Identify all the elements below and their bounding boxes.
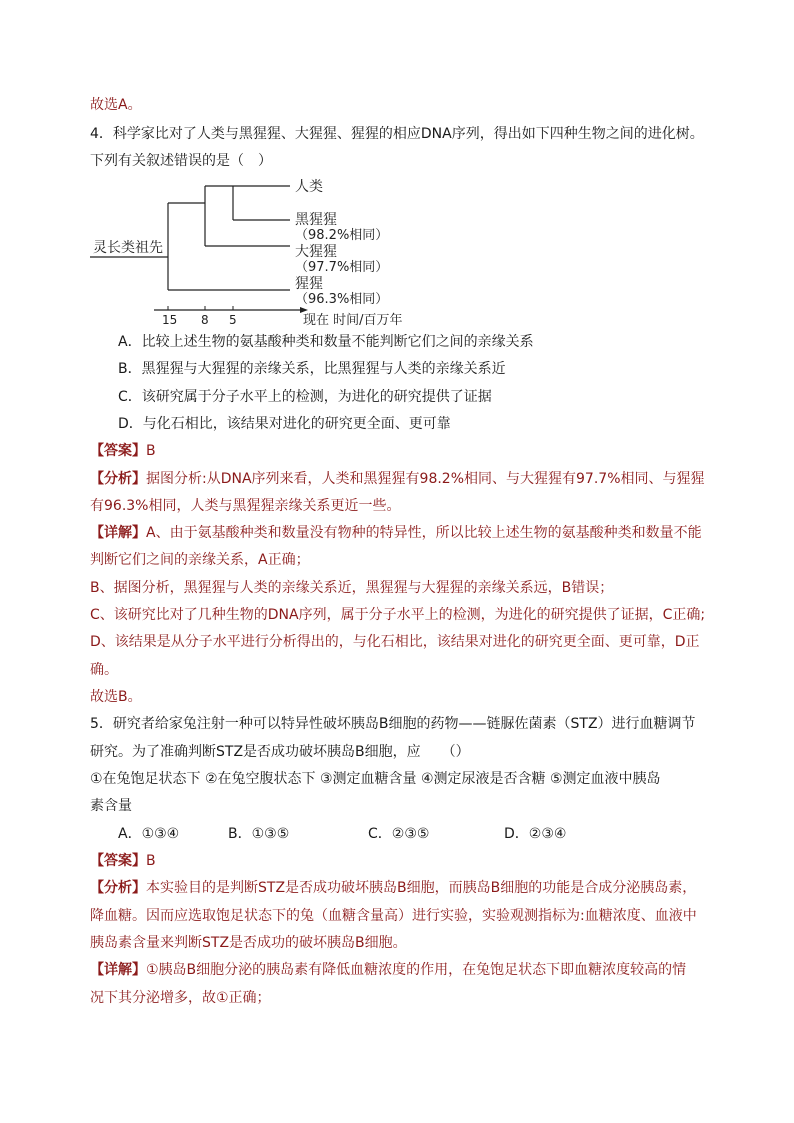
detail-4-line-1: 【详解】A、由于氨基酸种类和数量没有物种的特异性，所以比较上述生物的氨基酸种类和数量不能: [90, 525, 702, 541]
question-4-stem-cont: 下列有关叙述错误的是（ ）: [90, 153, 272, 169]
analysis-tag: 【分析】: [90, 880, 146, 896]
answer-4: [90, 441, 156, 461]
question-5-stem-cont: 研究。为了准确判断STZ是否成功破坏胰岛B细胞，应 （）: [90, 744, 470, 760]
option-d: D．与化石相比，该结果对进化的研究更全面、更可靠: [118, 416, 451, 432]
option-c: C．②③⑤: [368, 826, 430, 842]
detail-4-line-2: 判断它们之间的亲缘关系，A正确；: [90, 552, 310, 568]
analysis-4-line-1: 【分析】据图分析:从DNA序列来看，人类和黑猩猩有98.2%相同、与大猩猩有97.7%相同、与猩猩: [90, 471, 705, 487]
tree-root-label: 灵长类祖先: [93, 240, 163, 256]
analysis-tag: 【分析】: [90, 471, 146, 487]
tree-label-gorilla-pct: （97.7%相同）: [295, 260, 389, 275]
detail-tag: 【详解】: [90, 525, 146, 541]
axis-tick-label: 5: [229, 313, 237, 326]
axis-label: 现在 时间/百万年: [303, 313, 403, 326]
tree-label-gorilla: 大猩猩: [295, 244, 337, 260]
answer-value: B: [146, 853, 156, 869]
detail-tag: 【详解】: [90, 962, 146, 978]
tree-label-chimp: 黑猩猩: [295, 212, 337, 228]
analysis-5-line-2: 降血糖。因而应选取饱足状态下的兔（血糖含量高）进行实验，实验观测指标为:血糖浓度、血液中: [90, 908, 697, 924]
option-b: B．①③⑤: [228, 826, 290, 842]
detail-4-line-3: B、据图分析，黑猩猩与人类的亲缘关系近，黑猩猩与大猩猩的亲缘关系远，B错误；: [90, 580, 614, 596]
analysis-5-line-3: 胰岛素含量来判断STZ是否成功的破坏胰岛B细胞。: [90, 935, 407, 951]
answer-5: [90, 851, 156, 871]
analysis-4-line-2: 有96.3%相同，人类与黑猩猩亲缘关系更近一些。: [90, 498, 401, 514]
detail-4-line-6: 确。: [90, 662, 118, 678]
detail-5-line-2: 况下其分泌增多，故①正确；: [90, 990, 271, 1006]
conclusion-line: 故选A。: [90, 97, 142, 113]
tree-label-human: 人类: [295, 179, 323, 195]
option-a: A．比较上述生物的氨基酸种类和数量不能判断它们之间的亲缘关系: [118, 334, 534, 350]
option-d: D．②③④: [504, 826, 567, 842]
question-5-items: ①在兔饱足状态下 ②在兔空腹状态下 ③测定血糖含量 ④测定尿液是否含糖 ⑤测定血液中胰岛: [90, 771, 661, 787]
detail-4-line-5: D、该结果是从分子水平进行分析得出的，与化石相比，该结果对进化的研究更全面、更可靠，D正: [90, 634, 700, 650]
question-5-stem: 5．研究者给家兔注射一种可以特异性破坏胰岛B细胞的药物——链脲佐菌素（STZ）进行血糖调节: [90, 716, 696, 732]
tree-label-orangutan-pct: （96.3%相同）: [295, 292, 389, 307]
axis-tick-label: 8: [201, 313, 209, 326]
option-b: B．黑猩猩与大猩猩的亲缘关系，比黑猩猩与人类的亲缘关系近: [118, 361, 506, 377]
question-4-stem: 4．科学家比对了人类与黑猩猩、大猩猩、猩猩的相应DNA序列，得出如下四种生物之间的进化树。: [90, 126, 704, 142]
tree-label-chimp-pct: （98.2%相同）: [295, 228, 389, 243]
option-c: C．该研究属于分子水平上的检测，为进化的研究提供了证据: [118, 389, 492, 405]
answer-tag: 【答案】: [90, 853, 146, 869]
question-5-options: [118, 824, 566, 844]
option-a: A．①③④: [118, 826, 180, 842]
conclusion-line: 故选B。: [90, 689, 142, 705]
question-5-items-cont: 素含量: [90, 798, 132, 814]
detail-4-line-4: C、该研究比对了几种生物的DNA序列，属于分子水平上的检测，为进化的研究提供了证据，C正确;: [90, 607, 706, 623]
detail-5-line-1: 【详解】①胰岛B细胞分泌的胰岛素有降低血糖浓度的作用，在兔饱足状态下即血糖浓度较高的情: [90, 962, 687, 978]
tree-label-orangutan: 猩猩: [295, 276, 323, 292]
analysis-5-line-1: 【分析】本实验目的是判断STZ是否成功破坏胰岛B细胞，而胰岛B细胞的功能是合成分泌胰岛素，: [90, 880, 697, 896]
answer-value: B: [146, 443, 156, 459]
axis-tick-label: 15: [162, 313, 178, 326]
evolution-tree-figure: [90, 176, 430, 326]
answer-tag: 【答案】: [90, 443, 146, 459]
